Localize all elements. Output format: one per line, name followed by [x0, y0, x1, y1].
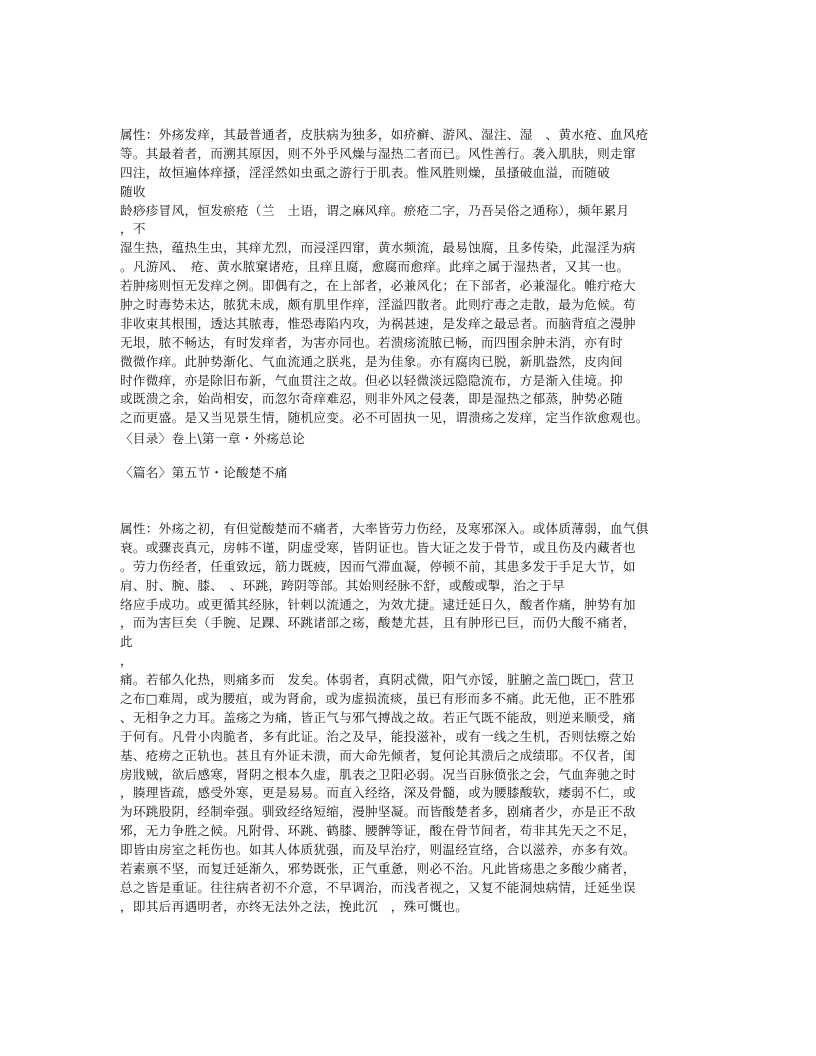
text-line: 微微作痒。此肿势渐化、气血流通之朕兆，是为佳象。亦有腐肉已脱，新肌盎然，皮肉间 [120, 353, 623, 369]
text-line: 。凡游风、 疮、黄水脓窠诸疮，且痒且腐，愈腐而愈痒。此痒之属于湿热者，又其一也。 [120, 259, 630, 275]
text-line: 基、疮痨之正轨也。甚且有外证未溃，而大命先倾者，复何论其溃后之成绩耶。不仅者，闺 [120, 747, 636, 763]
text-line: 总之皆是重证。往往病者初不介意，不早调治，而浅者视之，又复不能洞烛病情，迁延坐误 [120, 879, 636, 895]
text-line: ，不 [120, 221, 146, 237]
text-line: 无垠，脓不畅达，有时发痒者，为害亦同也。若溃疡流脓已畅，而四围余肿未消，亦有时 [120, 334, 623, 350]
text-line: 时作微痒，亦是除旧布新，气血贯注之故。但必以轻微淡远隐隐流布，方是渐入佳境。抑 [120, 372, 623, 388]
text-line: 之布□难周，或为腰疽，或为肾俞，或为虚损流痰，虽已有形而多不痛。此无他，正不胜邪 [120, 691, 636, 707]
section-itch-text [120, 126, 720, 428]
text-line: 属性：外疡发痒，其最普通者，皮肤病为独多，如疥癣、游风、湿注、湿 、黄水疮、血风疮 [120, 127, 649, 142]
text-line: 肿之时毒势未达，脓犹未成，颇有肌里作痒，淫溢四散者。此则疔毒之走散，最为危候。苟 [120, 297, 636, 313]
text-line: 等。其最着者，而溯其原因，则不外乎风燥与湿热二者而已。风性善行。袭入肌肤，则走窜 [120, 145, 636, 161]
text-line: 若素禀不坚，而复迁延渐久，邪势既张，正气重惫，则必不治。凡此皆疡患之多酸少痛者， [120, 861, 636, 877]
text-line: 之而更盛。是又当见景生情，随机应变。必不可固执一见，谓溃疡之发痒，定当作欲愈观也。 [120, 410, 649, 426]
text-line: 此 [120, 634, 133, 650]
section-ache-text [120, 520, 720, 917]
text-line: 衰。或骤丧真元，房帏不谨，阴虚受寒，皆阴证也。皆大证之发于骨节，或且伤及内藏者也 [120, 539, 636, 555]
text-line: 房戕贼，欲后感寒，肾阴之根本久虚，肌表之卫阳必弱。况当百脉偾张之会，气血奔驰之时 [120, 766, 636, 782]
text-line: 龄痧疹冒风，恒发瘀疮（兰 土语，谓之麻风痒。瘀疮二字，乃吾吴俗之通称），频年累月 [120, 202, 630, 218]
text-line: 属性：外疡之初，有但觉酸楚而不痛者，大率皆劳力伤经，及寒邪深入。或体质薄弱，血气俱 [120, 521, 649, 536]
text-line: 湿生热，蕴热生虫，其痒尤烈，而浸淫四窜，黄水频流，最易蚀腐，且多传染，此湿淫为病 [120, 240, 636, 256]
text-line: 或既溃之余，始尚相安，而忽尔奇痒难忍，则非外风之侵袭，即是湿热之郁蒸，肿势必随 [120, 391, 623, 407]
text-line: ，腠理皆疏，感受外寒，更是易易。而直入经络，深及骨髓，或为腰膝酸软，痿弱不仁，或 [120, 785, 636, 801]
text-line: 、无相争之力耳。盖疡之为痛，皆正气与邪气搏战之故。若正气既不能敌，则逆来顺受，痛 [120, 709, 636, 725]
text-line: 邪，无力争胜之候。凡附骨、环跳、鹤膝、腰髀等证，酸在骨节间者，苟非其先天之不足， [120, 823, 636, 839]
text-line: 若肿疡则恒无发痒之例。即偶有之，在上部者，必兼风化；在下部者，必兼湿化。帷疔疮大 [120, 278, 636, 294]
text-line: ，而为害巨矣（手腕、足踝、环跳诸部之疡，酸楚尤甚，且有肿形已巨，而仍大酸不痛者， [120, 615, 636, 631]
section-header [120, 429, 720, 483]
text-line: 即皆由房室之耗伤也。如其人体质犹强，而及早治疗，则温经宣络，合以滋养，亦多有效。 [120, 842, 636, 858]
text-line: ，即其后再遇明者，亦终无法外之法，挽此沉 ，殊可慨也。 [120, 898, 469, 914]
spacer [120, 449, 720, 463]
text-line: 。劳力伤经者，任重致远，筋力既疲，因而气滞血凝，停顿不前，其患多发于手足大节，如 [120, 558, 636, 574]
text-line: 肩、肘、腕、膝、 、环跳，跨阴等部。其始则经脉不舒，或酸或掣，治之于早 [120, 577, 565, 593]
text-line: 于何有。凡骨小肉脆者，多有此证。治之及早，能投滋补，或有一线之生机，否则怯瘵之始 [120, 728, 636, 744]
text-line: 为环跳股阴，经制牵强。驯致经络短缩，漫肿坚凝。而皆酸楚者多，剧痛者少，亦是正不敌 [120, 804, 636, 820]
text-line: 四注，故恒遍体痒搔，淫淫然如虫虱之游行于肌表。惟风胜则燥，虽搔破血溢，而随破 [120, 164, 610, 180]
text-line: ， [120, 653, 133, 669]
catalog-path: 〈目录〉卷上\第一章・外疡总论 [120, 431, 306, 446]
text-line: 络应手成功。或更循其经脉，针刺以流通之，为效尤捷。逮迁延日久，酸者作痛，肿势有加 [120, 596, 636, 612]
text-line: 痛。若郁久化热，则痛多而 发矣。体弱者，真阴忒微，阳气亦馁，脏腑之盖□既□，营卫 [120, 672, 635, 688]
text-line: 随收 [120, 183, 146, 199]
section-title: 〈篇名〉第五节・论酸楚不痛 [120, 465, 288, 480]
text-line: 非收束其根围，透达其脓毒，惟恐毒陷内攻，为祸甚速，是发痒之最忌者。而脑背疽之漫肿 [120, 315, 636, 331]
